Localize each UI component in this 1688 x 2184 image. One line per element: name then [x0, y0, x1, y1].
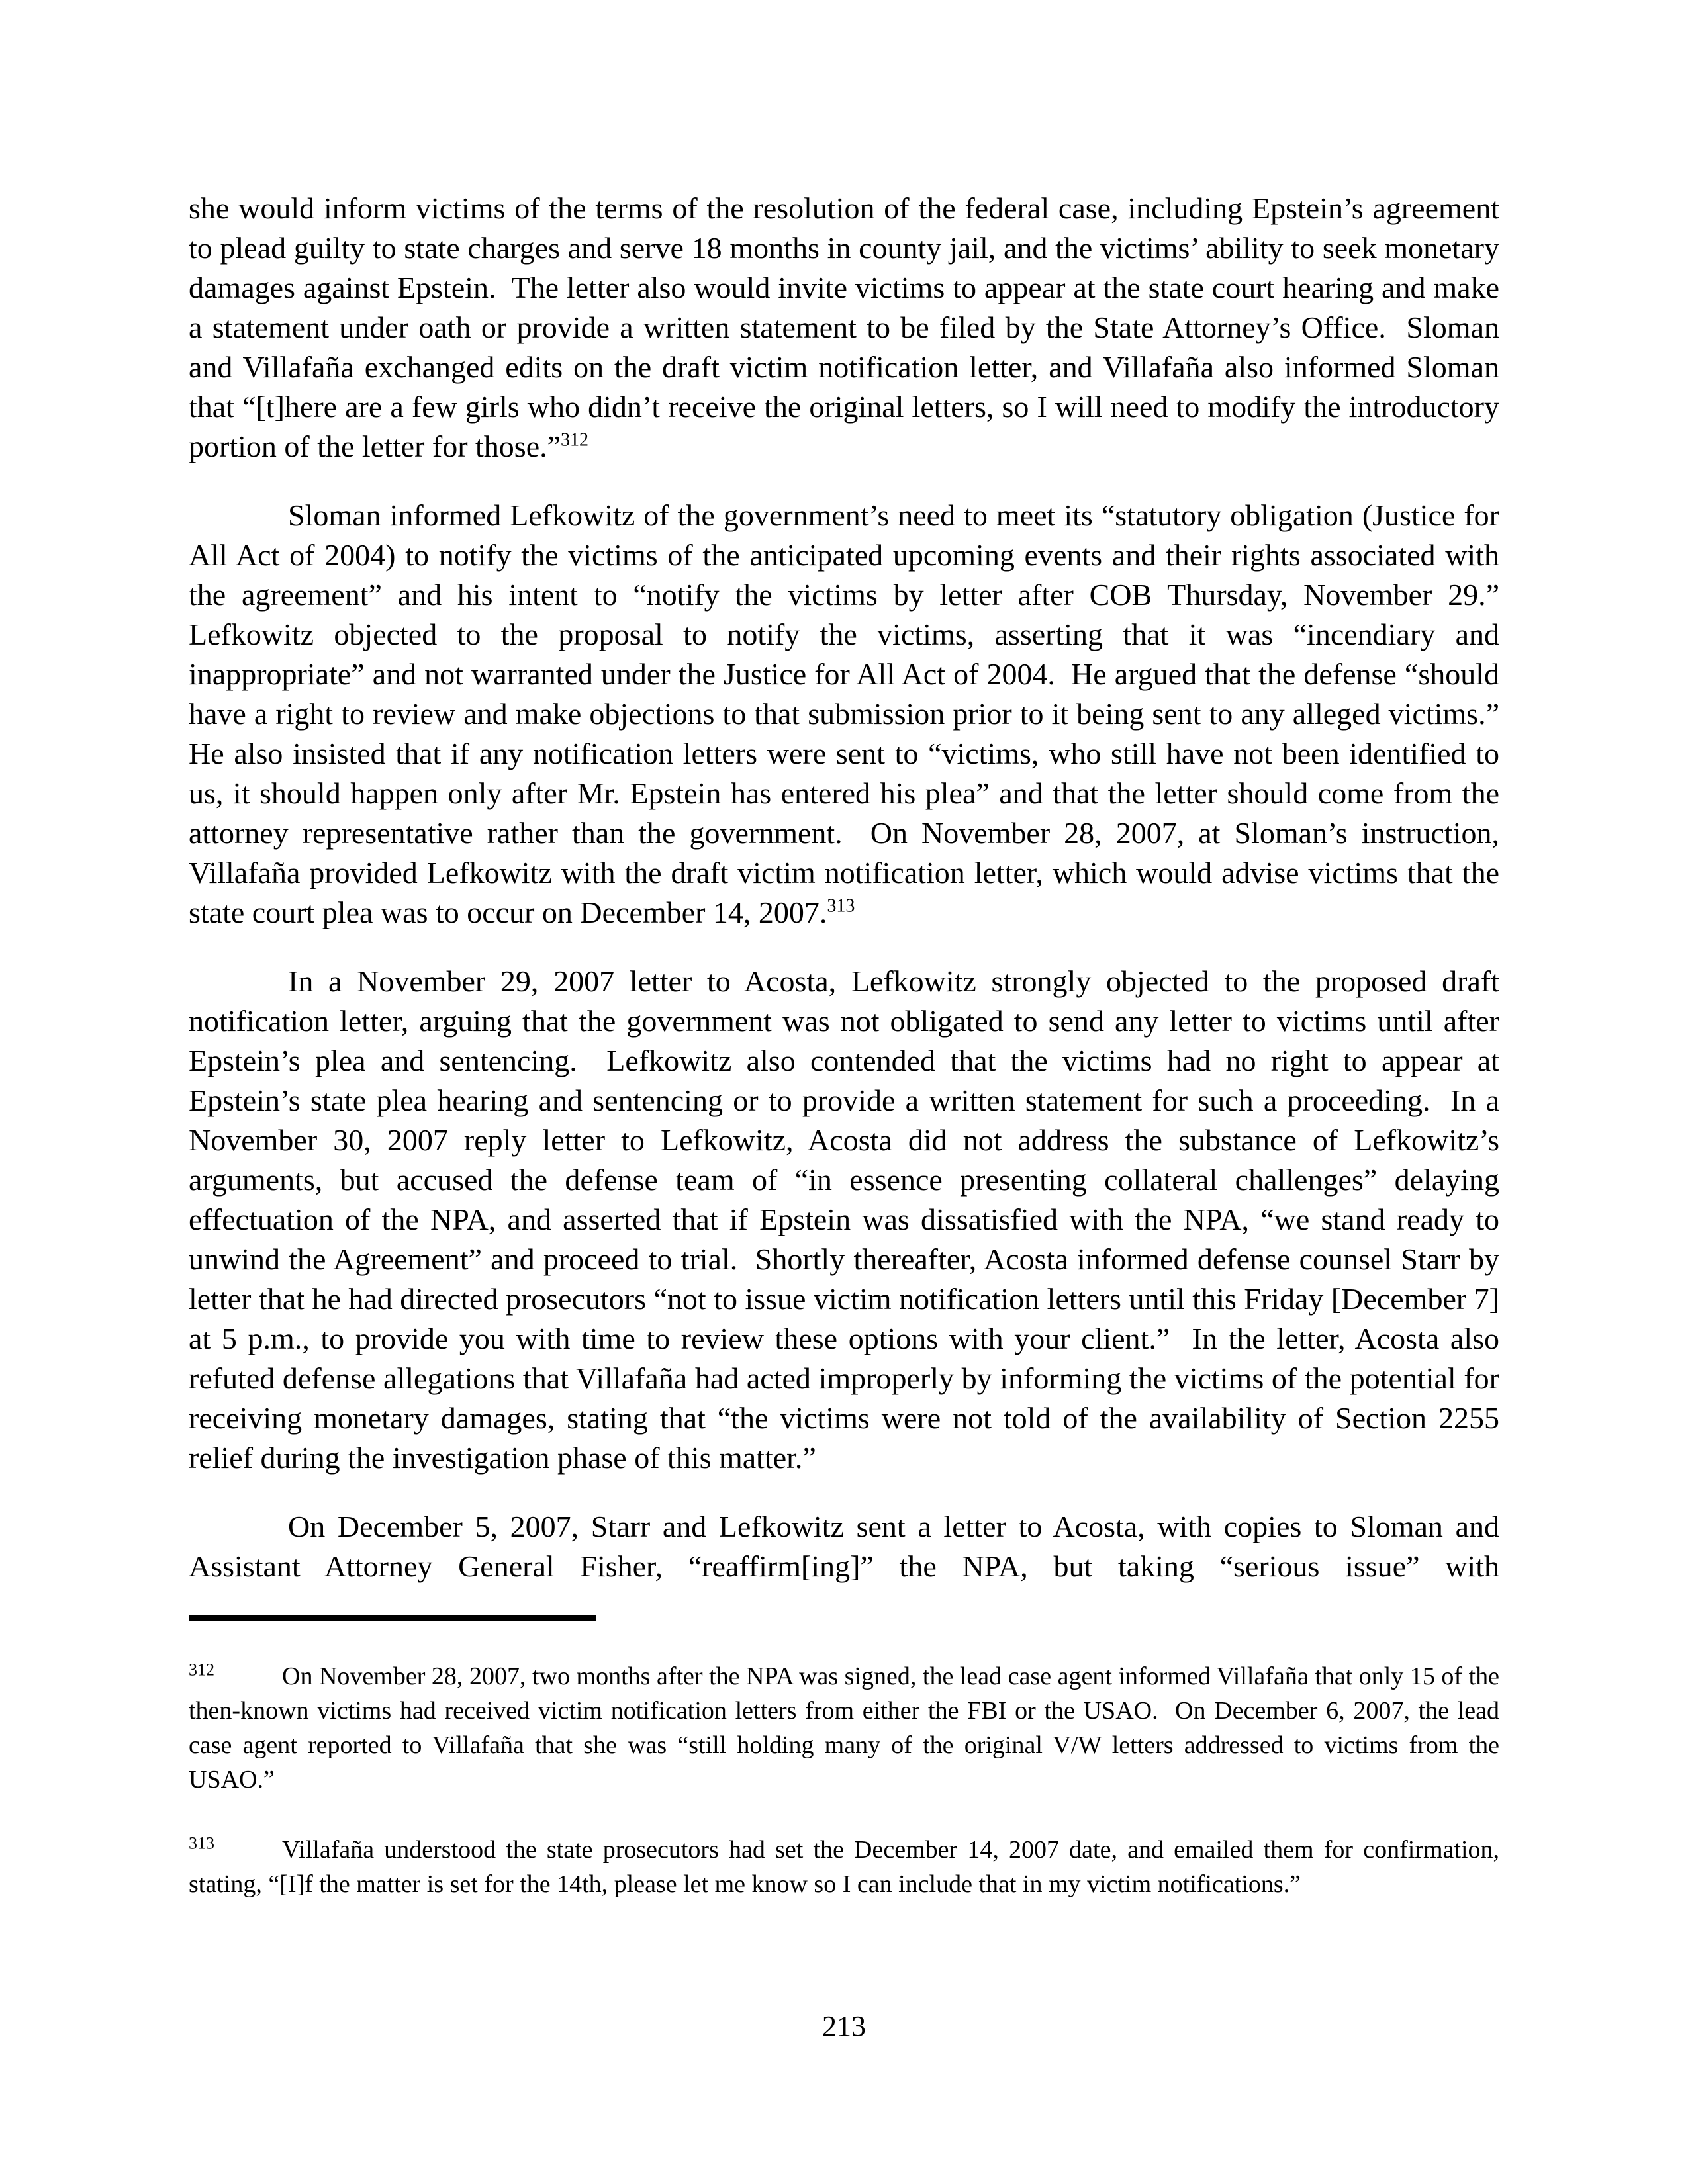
paragraph-text: On December 5, 2007, Starr and Lefkowitz sent a letter to Acosta, with copies to Sloman and Assistant Attorney General Fisher, “reaffirm[ing]” the NPA, but taking “serious issue” with — [189, 1510, 1505, 1583]
paragraph-text: In a November 29, 2007 letter to Acosta, Lefkowitz strongly objected to the proposed draft notification letter, arguing that the government was not obligated to send any letter to victims until after Epstein’s plea and sentencing. Lefkowitz also contended that the victims had no right to appear at Epstein’s state plea hearing and sentencing or to provide a written statement for such a proceeding. In a November 30, 2007 reply letter to Lefkowitz, Acosta did not address the substance of Lefkowitz’s arguments, but accused the defense team of “in essence presenting collateral challenges” delaying effectuation of the NPA, and asserted that if Epstein was dissatisfied with the NPA, “we stand ready to unwind the Agreement” and proceed to trial. Shortly thereafter, Acosta informed defense counsel Starr by letter that he had directed prosecutors “not to issue victim notification letters until this Friday [December 7] at 5 p.m., to provide you with time to review these options with your client.” In the letter, Acosta also refuted defense allegations that Villafaña had acted improperly by informing the victims of the potential for receiving monetary damages, stating that “the victims were not told of the availability of Section 2255 relief during the investigation phase of this matter.” — [189, 964, 1507, 1475]
body-text — [189, 189, 1515, 1586]
footnote-separator — [189, 1615, 596, 1621]
paragraph — [189, 1507, 1505, 1586]
page-number: 213 — [822, 2010, 866, 2042]
paragraph — [189, 962, 1507, 1478]
footnote — [189, 1659, 1506, 1797]
paragraph-text: Sloman informed Lefkowitz of the government’s need to meet its “statutory obligation (Justice for All Act of 2004) to notify the victims of the anticipated upcoming events and their rights associated with the agreement” and his intent to “notify the victims by letter after COB Thursday, November 29.” Lefkowitz objected to the proposal to notify the victims, asserting that it was “incendiary and inappropriate” and not warranted under the Justice for All Act of 2004. He argued that the defense “should have a right to review and make objections to that submission prior to it being sent to any alleged victims.” He also insisted that if any notification letters were sent to “victims, who still have not been identified to us, it should happen only after Mr. Epstein has entered his plea” and that the letter should come from the attorney representative rather than the government. On November 28, 2007, at Sloman’s instruction, Villafaña provided Lefkowitz with the draft victim notification letter, which would advise victims that the state court plea was to occur on December 14, 2007. — [189, 498, 1515, 929]
footnote-reference: 312 — [561, 430, 589, 451]
footnote — [189, 1833, 1506, 1901]
footnote-reference: 313 — [827, 895, 855, 917]
footnote-number: 312 — [189, 1660, 214, 1680]
footnote-number: 313 — [189, 1833, 214, 1853]
paragraph-text: she would inform victims of the terms of the resolution of the federal case, including Epstein’s agreement to plead guilty to state charges and serve 18 months in county jail, and the victims’ ability to seek monetary damages against Epstein. The letter also would invite victims to appear at the state court hearing and make a statement under oath or provide a written statement to be filed by the State Attorney’s Office. Sloman and Villafaña exchanged edits on the draft victim notification letter, and Villafaña also informed Sloman that “[t]here are a few girls who didn’t receive the original letters, so I will need to modify the introductory portion of the letter for those.” — [189, 191, 1507, 463]
footnotes-section — [189, 1659, 1506, 1901]
paragraph — [189, 189, 1507, 467]
paragraph — [189, 496, 1515, 933]
footnote-text: On November 28, 2007, two months after the NPA was signed, the lead case agent informed Villafaña that only 15 of the then-known victims had received victim notification letters from either the FBI or the USAO. On December 6, 2007, the lead case agent reported to Villafaña that she was “still holding many of the original V/W letters addressed to victims from the USAO.” — [189, 1662, 1506, 1794]
footnote-text: Villafaña understood the state prosecutors had set the December 14, 2007 date, and emailed them for confirmation, stating, “[I]f the matter is set for the 14th, please let me know so I can include that in my victim notifications.” — [189, 1836, 1506, 1898]
